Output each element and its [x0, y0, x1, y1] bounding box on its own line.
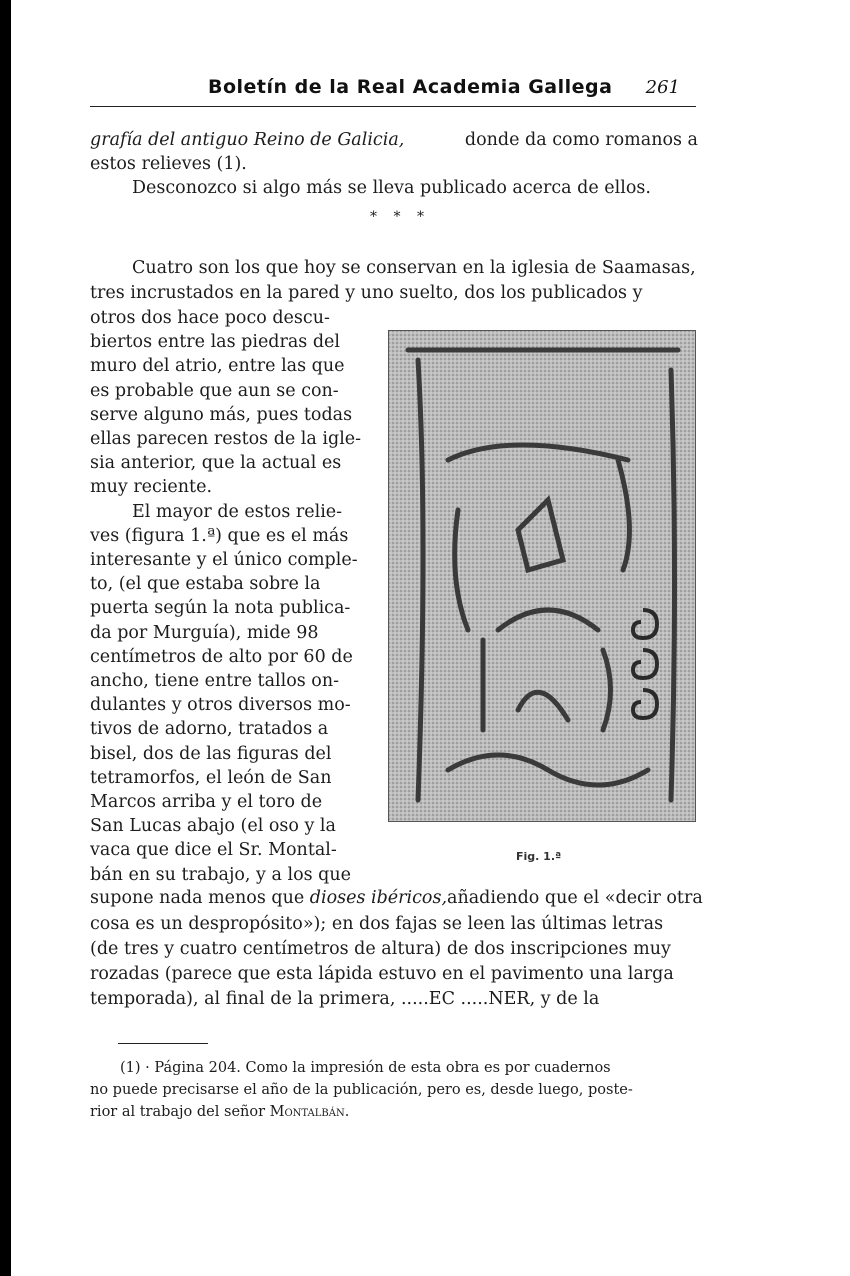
text-fragment: biertos entre las piedras del [90, 332, 341, 353]
text-fragment: dulantes y otros diversos mo- [90, 695, 351, 716]
text-line [90, 814, 360, 838]
relief-stone-image [388, 330, 696, 822]
text-fragment: interesante y el único comple- [90, 550, 358, 570]
text-fragment: no puede precisarse el año de la publicación, pero es, desde luego, poste- [90, 1082, 633, 1098]
text-fragment: tivos de adorno, tratados a [90, 719, 329, 740]
text-line [90, 987, 698, 1011]
text-line [90, 766, 360, 790]
figure-caption: Fig. 1.ª [516, 850, 562, 863]
journal-title: Boletín de la Real Academia Gallega [208, 76, 613, 98]
text-line [90, 669, 360, 693]
text-fragment: grafía del antiguo Reino de Galicia, [90, 130, 405, 150]
text-fragment: muro del atrio, entre las que [90, 356, 345, 377]
text-line [90, 572, 360, 596]
text-line [90, 621, 360, 645]
author-name: Montalbán. [269, 1104, 350, 1120]
text-fragment: estos relieves (1). [90, 154, 247, 174]
text-line [90, 548, 360, 572]
text-fragment: (de tres y cuatro centímetros de altura) de dos inscripciones muy [90, 939, 671, 959]
text-fragment: rozadas (parece que esta lápida estuvo en el pavimento una larga [90, 964, 674, 984]
text-line [90, 693, 360, 717]
text-fragment: cosa es un despropósito»); en dos fajas se leen las últimas letras [90, 914, 664, 934]
text-line [90, 838, 360, 862]
text-line [90, 176, 698, 200]
text-line [90, 742, 360, 766]
text-fragment [90, 886, 447, 910]
text-line [90, 128, 698, 152]
text-line [90, 354, 360, 378]
text-fragment: Cuatro son los que hoy se conservan en la iglesia de Saamasas, [132, 258, 696, 278]
text-line [90, 451, 360, 475]
text-line [90, 937, 698, 961]
text-line [90, 524, 360, 548]
text-line [90, 645, 360, 669]
text-line [90, 330, 360, 354]
text-line [90, 863, 360, 887]
text-fragment: muy reciente. [90, 477, 213, 498]
text-line [90, 427, 360, 451]
text-fragment: bisel, dos de las figuras del [90, 743, 332, 764]
text-fragment: Marcos arriba y el toro de [90, 792, 323, 812]
text-fragment: vaca que dice el Sr. Montal- [90, 840, 337, 861]
footnote-line [90, 1102, 702, 1122]
text-line [90, 596, 360, 620]
text-fragment: añadiendo que el «decir otra [447, 888, 703, 908]
text-fragment: donde da como romanos a [464, 130, 698, 150]
text-line [90, 256, 698, 280]
page-binding-edge [0, 0, 11, 1276]
text-fragment: tetramorfos, el león de San [90, 767, 332, 788]
text-fragment: ancho, tiene entre tallos on- [90, 671, 340, 691]
text-fragment: (1) · Página 204. Como la impresión de esta obra es por cuadernos [120, 1060, 611, 1076]
text-fragment: ellas parecen restos de la igle- [90, 429, 362, 449]
text-fragment: tres incrustados en la pared y uno suelto, dos los publicados y [90, 283, 643, 303]
footnote-rule [118, 1043, 208, 1044]
text-fragment: sia anterior, que la actual es [90, 453, 342, 474]
text-fragment: da por Murguía), mide 98 [90, 622, 319, 643]
text-line [90, 379, 360, 403]
text-fragment: serve alguno más, pues todas [90, 404, 353, 425]
text-fragment: otros dos hace poco descu- [90, 308, 330, 328]
text-fragment: bán en su trabajo, y a los que [90, 864, 351, 885]
text-fragment: ves (figura 1.ª) que es el más [90, 525, 349, 546]
text-fragment: temporada), al final de la primera, .....EC .....NER, y de la [90, 989, 600, 1009]
text-line [90, 152, 698, 176]
text-fragment: supone nada menos que [90, 888, 305, 908]
text-fragment: to, (el que estaba sobre la [90, 574, 321, 595]
text-fragment: Desconozco si algo más se lleva publicado acerca de ellos. [132, 178, 651, 198]
text-line [90, 475, 360, 499]
footnote-line [90, 1058, 702, 1078]
text-fragment: centímetros de alto por 60 de [90, 646, 353, 667]
text-fragment-italic: dioses ibéricos, [309, 888, 448, 908]
text-fragment: puerta según la nota publica- [90, 598, 351, 619]
text-fragment: rior al trabajo del señor [90, 1104, 266, 1120]
section-separator: * * * [370, 209, 430, 225]
text-fragment: San Lucas abajo (el oso y la [90, 816, 336, 837]
text-line [90, 717, 360, 741]
page-number: 261 [645, 77, 680, 98]
footnote-line [90, 1080, 702, 1100]
text-line [90, 962, 698, 986]
relief-figure [388, 330, 696, 822]
text-line [90, 281, 698, 305]
text-line [90, 403, 360, 427]
running-header [90, 72, 696, 107]
text-fragment: es probable que aun se con- [90, 380, 339, 401]
text-line [90, 912, 698, 936]
text-line [90, 500, 360, 524]
text-fragment: El mayor de estos relie- [132, 501, 343, 522]
text-line [90, 886, 703, 910]
text-line [90, 306, 360, 330]
text-line [90, 790, 360, 814]
